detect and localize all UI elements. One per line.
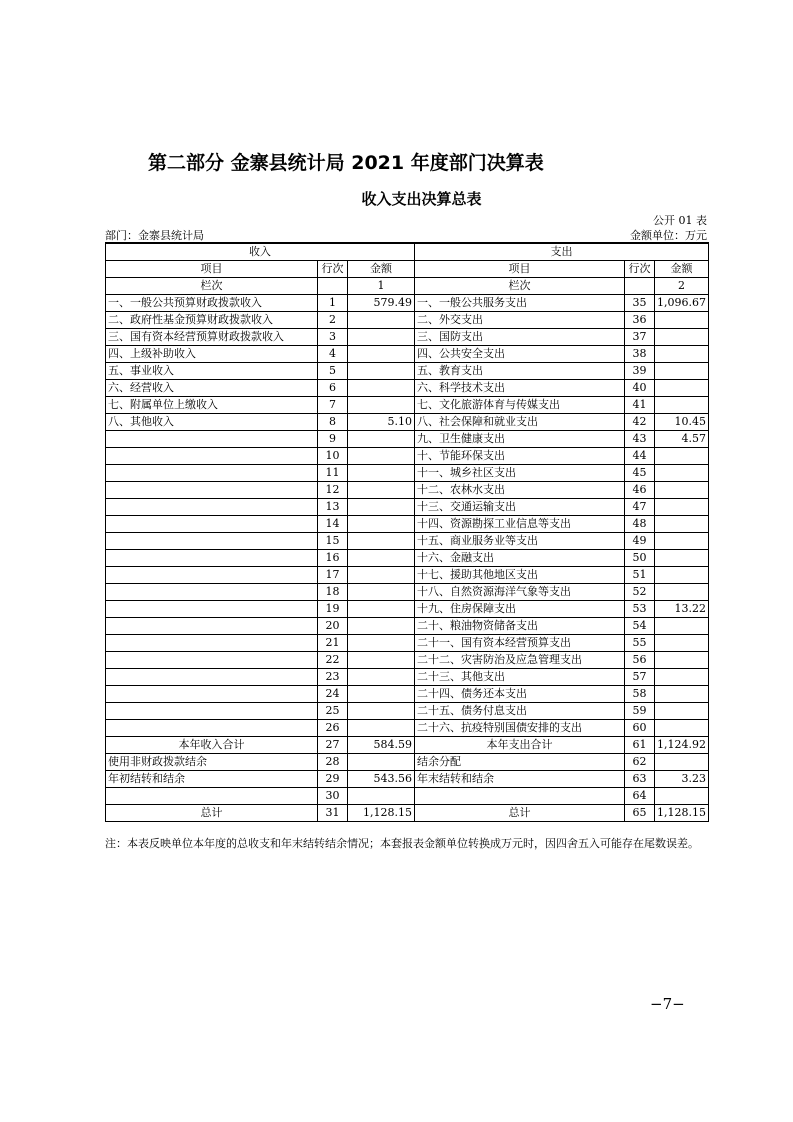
expense-line-cell: 45 xyxy=(625,465,655,482)
expense-line-cell: 53 xyxy=(625,601,655,618)
income-line-cell: 22 xyxy=(318,652,348,669)
income-item-cell xyxy=(106,465,318,482)
expense-line-cell: 56 xyxy=(625,652,655,669)
expense-amount-cell xyxy=(655,329,709,346)
income-amount-cell: 579.49 xyxy=(348,295,415,312)
expense-amount-cell: 10.45 xyxy=(655,414,709,431)
expense-line-cell: 60 xyxy=(625,720,655,737)
expense-amount-cell xyxy=(655,754,709,771)
expense-item-cell: 十三、交通运输支出 xyxy=(415,499,625,516)
income-amount-cell xyxy=(348,329,415,346)
table-row xyxy=(106,363,709,380)
income-item-cell xyxy=(106,703,318,720)
expense-item-cell: 十一、城乡社区支出 xyxy=(415,465,625,482)
income-item-cell: 一、一般公共预算财政拨款收入 xyxy=(106,295,318,312)
income-line-cell: 6 xyxy=(318,380,348,397)
expense-line-cell: 35 xyxy=(625,295,655,312)
income-item-cell xyxy=(106,788,318,805)
summary-row xyxy=(106,788,709,805)
expense-line-cell: 41 xyxy=(625,397,655,414)
expense-amount-cell xyxy=(655,720,709,737)
income-amount-cell xyxy=(348,363,415,380)
expense-line-cell: 61 xyxy=(625,737,655,754)
income-item-cell: 二、政府性基金预算财政拨款收入 xyxy=(106,312,318,329)
table-row xyxy=(106,397,709,414)
income-line-cell: 7 xyxy=(318,397,348,414)
summary-row xyxy=(106,805,709,822)
table-row xyxy=(106,720,709,737)
income-item-header: 项目 xyxy=(106,261,318,278)
income-item-cell: 总计 xyxy=(106,805,318,822)
income-line-cell: 16 xyxy=(318,550,348,567)
expense-item-cell: 总计 xyxy=(415,805,625,822)
footnote: 注：本表反映单位本年度的总收支和年末结转结余情况；本套报表金额单位转换成万元时，因四舍五入可能存在尾数误差。 xyxy=(105,837,699,850)
income-amount-cell xyxy=(348,567,415,584)
income-amount-cell xyxy=(348,584,415,601)
expense-item-cell: 五、教育支出 xyxy=(415,363,625,380)
summary-row xyxy=(106,754,709,771)
income-line-cell: 20 xyxy=(318,618,348,635)
expense-amount-header: 金额 xyxy=(655,261,709,278)
income-item-cell: 本年收入合计 xyxy=(106,737,318,754)
income-amount-cell xyxy=(348,652,415,669)
expense-section-header: 支出 xyxy=(415,243,709,261)
income-item-cell: 四、上级补助收入 xyxy=(106,346,318,363)
expense-item-cell: 十、节能环保支出 xyxy=(415,448,625,465)
expense-amount-cell xyxy=(655,499,709,516)
page-number: −7− xyxy=(650,995,685,1013)
expense-item-cell: 二十四、债务还本支出 xyxy=(415,686,625,703)
income-amount-cell xyxy=(348,312,415,329)
table-row xyxy=(106,482,709,499)
income-lanci-label: 栏次 xyxy=(106,278,318,295)
income-line-cell: 17 xyxy=(318,567,348,584)
expense-line-cell: 55 xyxy=(625,635,655,652)
expense-line-cell: 44 xyxy=(625,448,655,465)
income-amount-cell: 543.56 xyxy=(348,771,415,788)
table-row xyxy=(106,550,709,567)
income-amount-cell xyxy=(348,346,415,363)
income-item-cell xyxy=(106,635,318,652)
income-lanci-blank xyxy=(318,278,348,295)
income-line-cell: 24 xyxy=(318,686,348,703)
expense-line-cell: 40 xyxy=(625,380,655,397)
expense-line-cell: 50 xyxy=(625,550,655,567)
income-amount-cell xyxy=(348,448,415,465)
table-row xyxy=(106,601,709,618)
income-line-cell: 25 xyxy=(318,703,348,720)
income-line-cell: 14 xyxy=(318,516,348,533)
table-row xyxy=(106,431,709,448)
table-body xyxy=(106,295,709,822)
expense-item-cell: 十八、自然资源海洋气象等支出 xyxy=(415,584,625,601)
expense-amount-cell xyxy=(655,550,709,567)
expense-item-cell: 十四、资源勘探工业信息等支出 xyxy=(415,516,625,533)
income-amount-cell: 584.59 xyxy=(348,737,415,754)
income-line-cell: 12 xyxy=(318,482,348,499)
income-amount-cell xyxy=(348,431,415,448)
expense-item-cell: 二十六、抗疫特别国债安排的支出 xyxy=(415,720,625,737)
income-line-header: 行次 xyxy=(318,261,348,278)
income-item-cell xyxy=(106,431,318,448)
expense-item-cell: 十七、援助其他地区支出 xyxy=(415,567,625,584)
expense-amount-cell xyxy=(655,346,709,363)
expense-amount-cell xyxy=(655,533,709,550)
expense-item-cell: 七、文化旅游体育与传媒支出 xyxy=(415,397,625,414)
income-item-cell xyxy=(106,720,318,737)
expense-lanci-label: 栏次 xyxy=(415,278,625,295)
income-item-cell xyxy=(106,567,318,584)
expense-line-cell: 36 xyxy=(625,312,655,329)
expense-amount-cell xyxy=(655,567,709,584)
expense-amount-cell xyxy=(655,686,709,703)
expense-amount-cell xyxy=(655,652,709,669)
income-line-cell: 31 xyxy=(318,805,348,822)
expense-item-cell: 二、外交支出 xyxy=(415,312,625,329)
expense-amount-cell: 13.22 xyxy=(655,601,709,618)
expense-item-cell: 年末结转和结余 xyxy=(415,771,625,788)
table-row xyxy=(106,380,709,397)
expense-item-cell: 二十一、国有资本经营预算支出 xyxy=(415,635,625,652)
income-item-cell: 六、经营收入 xyxy=(106,380,318,397)
table-row xyxy=(106,618,709,635)
table-row xyxy=(106,312,709,329)
expense-item-cell: 二十、粮油物资储备支出 xyxy=(415,618,625,635)
table-row xyxy=(106,295,709,312)
expense-item-cell: 二十二、灾害防治及应急管理支出 xyxy=(415,652,625,669)
table-row xyxy=(106,584,709,601)
income-line-cell: 10 xyxy=(318,448,348,465)
income-amount-cell xyxy=(348,703,415,720)
income-amount-cell: 5.10 xyxy=(348,414,415,431)
expense-amount-cell: 1,096.67 xyxy=(655,295,709,312)
expense-line-cell: 57 xyxy=(625,669,655,686)
income-section-header: 收入 xyxy=(106,243,415,261)
income-line-cell: 1 xyxy=(318,295,348,312)
income-amount-cell xyxy=(348,397,415,414)
income-line-cell: 9 xyxy=(318,431,348,448)
expense-amount-cell: 4.57 xyxy=(655,431,709,448)
income-line-cell: 15 xyxy=(318,533,348,550)
expense-item-cell: 十二、农林水支出 xyxy=(415,482,625,499)
expense-item-cell: 六、科学技术支出 xyxy=(415,380,625,397)
expense-line-cell: 38 xyxy=(625,346,655,363)
income-expense-table xyxy=(105,242,709,822)
summary-row xyxy=(106,737,709,754)
table-row xyxy=(106,499,709,516)
expense-line-cell: 52 xyxy=(625,584,655,601)
expense-amount-cell xyxy=(655,669,709,686)
column-header-row xyxy=(106,261,709,278)
expense-line-cell: 59 xyxy=(625,703,655,720)
income-item-cell xyxy=(106,533,318,550)
summary-row xyxy=(106,771,709,788)
expense-amount-cell: 1,124.92 xyxy=(655,737,709,754)
income-amount-cell xyxy=(348,380,415,397)
income-item-cell: 八、其他收入 xyxy=(106,414,318,431)
amount-unit-label: 金额单位：万元 xyxy=(630,229,707,242)
income-line-cell: 29 xyxy=(318,771,348,788)
expense-line-cell: 63 xyxy=(625,771,655,788)
expense-line-cell: 49 xyxy=(625,533,655,550)
expense-line-cell: 47 xyxy=(625,499,655,516)
income-line-cell: 13 xyxy=(318,499,348,516)
income-item-cell xyxy=(106,618,318,635)
expense-amount-cell xyxy=(655,363,709,380)
income-item-cell xyxy=(106,482,318,499)
income-line-cell: 26 xyxy=(318,720,348,737)
income-amount-cell xyxy=(348,720,415,737)
income-item-cell: 三、国有资本经营预算财政拨款收入 xyxy=(106,329,318,346)
expense-amount-cell xyxy=(655,448,709,465)
income-amount-cell xyxy=(348,533,415,550)
income-item-cell xyxy=(106,584,318,601)
table-row xyxy=(106,516,709,533)
income-line-cell: 2 xyxy=(318,312,348,329)
table-row xyxy=(106,346,709,363)
expense-line-cell: 58 xyxy=(625,686,655,703)
expense-item-cell: 三、国防支出 xyxy=(415,329,625,346)
income-item-cell: 七、附属单位上缴收入 xyxy=(106,397,318,414)
income-amount-cell xyxy=(348,788,415,805)
income-amount-cell xyxy=(348,754,415,771)
table-row xyxy=(106,652,709,669)
expense-column-number: 2 xyxy=(655,278,709,295)
table-row xyxy=(106,567,709,584)
income-line-cell: 21 xyxy=(318,635,348,652)
expense-item-cell: 二十三、其他支出 xyxy=(415,669,625,686)
expense-item-header: 项目 xyxy=(415,261,625,278)
expense-line-cell: 43 xyxy=(625,431,655,448)
income-line-cell: 19 xyxy=(318,601,348,618)
expense-line-cell: 46 xyxy=(625,482,655,499)
income-amount-header: 金额 xyxy=(348,261,415,278)
income-line-cell: 23 xyxy=(318,669,348,686)
income-amount-cell xyxy=(348,516,415,533)
expense-item-cell: 结余分配 xyxy=(415,754,625,771)
income-amount-cell xyxy=(348,550,415,567)
expense-line-cell: 54 xyxy=(625,618,655,635)
expense-amount-cell xyxy=(655,584,709,601)
income-item-cell: 年初结转和结余 xyxy=(106,771,318,788)
expense-line-cell: 48 xyxy=(625,516,655,533)
income-item-cell xyxy=(106,601,318,618)
column-number-row xyxy=(106,278,709,295)
income-item-cell xyxy=(106,516,318,533)
expense-amount-cell xyxy=(655,618,709,635)
income-amount-cell xyxy=(348,601,415,618)
department-label: 部门：金寨县统计局 xyxy=(105,229,204,242)
income-amount-cell xyxy=(348,635,415,652)
expense-line-cell: 65 xyxy=(625,805,655,822)
income-line-cell: 28 xyxy=(318,754,348,771)
expense-line-cell: 42 xyxy=(625,414,655,431)
income-line-cell: 3 xyxy=(318,329,348,346)
income-item-cell xyxy=(106,686,318,703)
expense-item-cell: 四、公共安全支出 xyxy=(415,346,625,363)
expense-amount-cell: 3.23 xyxy=(655,771,709,788)
table-row xyxy=(106,465,709,482)
expense-item-cell xyxy=(415,788,625,805)
expense-line-header: 行次 xyxy=(625,261,655,278)
expense-line-cell: 64 xyxy=(625,788,655,805)
expense-item-cell: 八、社会保障和就业支出 xyxy=(415,414,625,431)
income-line-cell: 8 xyxy=(318,414,348,431)
expense-amount-cell xyxy=(655,380,709,397)
income-line-cell: 30 xyxy=(318,788,348,805)
income-item-cell xyxy=(106,669,318,686)
income-amount-cell: 1,128.15 xyxy=(348,805,415,822)
expense-item-cell: 十九、住房保障支出 xyxy=(415,601,625,618)
income-amount-cell xyxy=(348,686,415,703)
income-line-cell: 11 xyxy=(318,465,348,482)
expense-line-cell: 62 xyxy=(625,754,655,771)
income-item-cell xyxy=(106,499,318,516)
income-item-cell xyxy=(106,448,318,465)
income-column-number: 1 xyxy=(348,278,415,295)
income-amount-cell xyxy=(348,465,415,482)
table-row xyxy=(106,635,709,652)
income-item-cell xyxy=(106,652,318,669)
expense-amount-cell xyxy=(655,635,709,652)
table-subtitle: 收入支出决算总表 xyxy=(361,190,482,208)
income-line-cell: 4 xyxy=(318,346,348,363)
table-row xyxy=(106,329,709,346)
expense-amount-cell xyxy=(655,788,709,805)
income-amount-cell xyxy=(348,669,415,686)
table-row xyxy=(106,533,709,550)
income-item-cell: 五、事业收入 xyxy=(106,363,318,380)
expense-line-cell: 51 xyxy=(625,567,655,584)
expense-line-cell: 39 xyxy=(625,363,655,380)
income-amount-cell xyxy=(348,499,415,516)
expense-item-cell: 十六、金融支出 xyxy=(415,550,625,567)
section-header-row xyxy=(106,243,709,261)
expense-item-cell: 十五、商业服务业等支出 xyxy=(415,533,625,550)
table-row xyxy=(106,448,709,465)
table-row xyxy=(106,703,709,720)
expense-item-cell: 本年支出合计 xyxy=(415,737,625,754)
income-line-cell: 27 xyxy=(318,737,348,754)
expense-amount-cell xyxy=(655,312,709,329)
expense-amount-cell: 1,128.15 xyxy=(655,805,709,822)
expense-item-cell: 一、一般公共服务支出 xyxy=(415,295,625,312)
expense-amount-cell xyxy=(655,516,709,533)
expense-item-cell: 二十五、债务付息支出 xyxy=(415,703,625,720)
table-row xyxy=(106,669,709,686)
income-amount-cell xyxy=(348,482,415,499)
expense-lanci-blank xyxy=(625,278,655,295)
income-item-cell: 使用非财政拨款结余 xyxy=(106,754,318,771)
expense-amount-cell xyxy=(655,397,709,414)
expense-amount-cell xyxy=(655,465,709,482)
table-row xyxy=(106,414,709,431)
page-title: 第二部分 金寨县统计局 2021 年度部门决算表 xyxy=(148,152,544,174)
income-amount-cell xyxy=(348,618,415,635)
table-row xyxy=(106,686,709,703)
form-number: 公开 01 表 xyxy=(653,214,707,227)
expense-line-cell: 37 xyxy=(625,329,655,346)
income-item-cell xyxy=(106,550,318,567)
expense-amount-cell xyxy=(655,482,709,499)
income-line-cell: 18 xyxy=(318,584,348,601)
income-line-cell: 5 xyxy=(318,363,348,380)
expense-item-cell: 九、卫生健康支出 xyxy=(415,431,625,448)
expense-amount-cell xyxy=(655,703,709,720)
